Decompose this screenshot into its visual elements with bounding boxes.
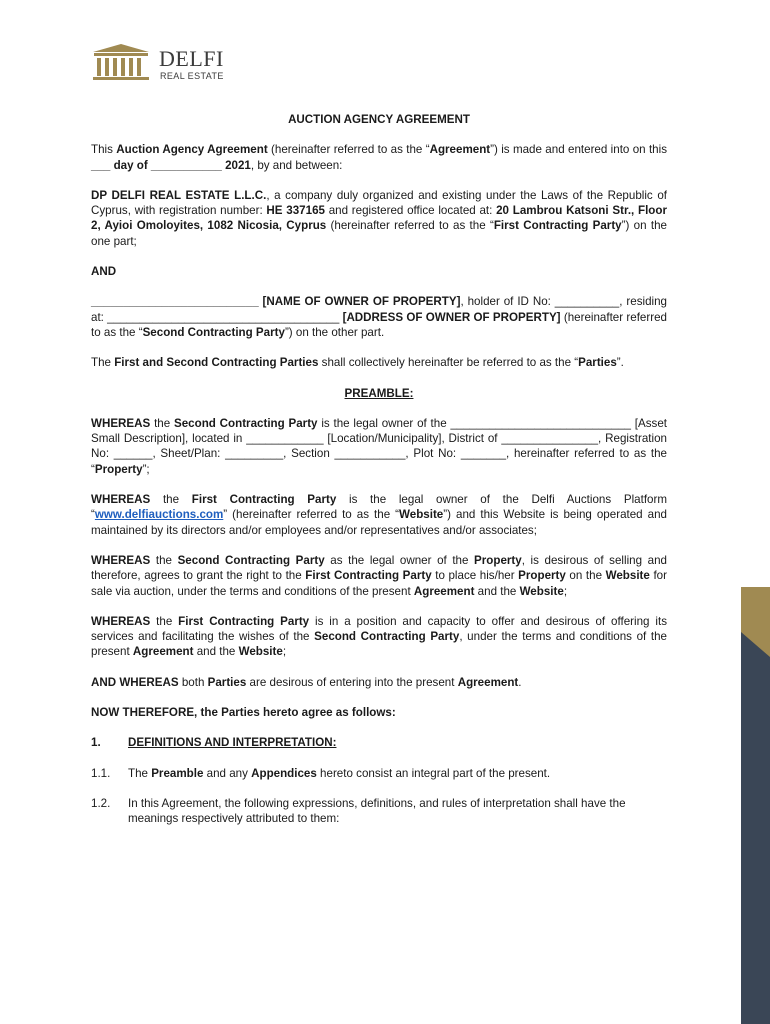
whereas-1: WHEREAS the Second Contracting Party is the legal owner of the ____________________________ [Asset Small Description], located in ____________ [Location/Municipality], District of _______________, Registration No: ______, Sheet/Plan: _________, Section ___________, Plot No: _______, hereinafter referred to as the “Property”; <box>91 416 668 476</box>
website-link[interactable]: www.delfiauctions.com <box>94 508 224 522</box>
section-title: DEFINITIONS AND INTERPRETATION: <box>128 736 337 750</box>
whereas-4: WHEREAS the First Contracting Party is in a position and capacity to offer and desirous of offering its services and facilitating the wishes of the Second Contracting Party, under the terms and conditions of the present Agreement and the Website; <box>91 614 668 659</box>
clause-text: In this Agreement, the following expressions, definitions, and rules of interpretation shall have the meanings respectively attributed to them: <box>128 796 626 826</box>
whereas-3: WHEREAS the Second Contracting Party as the legal owner of the Property, is desirous of selling and therefore, agrees to grant the right to the First Contracting Party to place his/her Property on the Website for sale via auction, under the terms and conditions of the present Agreement and the Website; <box>91 553 667 598</box>
clause-1-1 <box>91 766 667 781</box>
intro-paragraph: This Auction Agency Agreement (hereinafter referred to as the “Agreement”) is made and entered into on this ___ day of ___________ 2021, by and between: <box>91 143 668 172</box>
clause-text: The Preamble and any Appendices hereto consist an integral part of the present. <box>128 766 551 780</box>
whereas-2: WHEREAS the First Contracting Party is the legal owner of the Delfi Auctions Platform “www.delfiauctions.com” (hereinafter referred to as the “Website”) and this Website is being operated and maintained by its directors and/or employees and/or representatives and/or associates; <box>91 493 668 537</box>
clause-number: 1.1. <box>91 766 111 780</box>
document-title: AUCTION AGENCY AGREEMENT <box>288 113 470 126</box>
clause-number: 1.2. <box>91 796 111 810</box>
preamble-heading: PREAMBLE: <box>344 386 414 400</box>
second-party-paragraph: __________________________ [NAME OF OWNER OF PROPERTY], holder of ID No: __________, residing at: ____________________________________ [ADDRESS OF OWNER OF PROPERTY] (hereinafter referred to as the “Second Contracting Party”) on the other part. <box>91 295 667 339</box>
agreement-document <box>91 112 667 842</box>
now-therefore: NOW THEREFORE, the Parties hereto agree as follows: <box>91 706 396 720</box>
logo-subtitle: REAL ESTATE <box>160 71 224 81</box>
section-1-heading <box>91 735 667 750</box>
side-ribbon-decoration <box>741 587 770 1024</box>
clause-1-2 <box>91 796 667 827</box>
parties-paragraph: The First and Second Contracting Parties shall collectively hereinafter be referred to as the “Parties”. <box>91 356 624 370</box>
building-columns-icon <box>91 43 151 81</box>
whereas-5: AND WHEREAS both Parties are desirous of entering into the present Agreement. <box>91 675 522 689</box>
delfi-logo <box>91 43 231 81</box>
section-number: 1. <box>91 736 101 750</box>
first-party-paragraph: DP DELFI REAL ESTATE L.L.C., a company duly organized and existing under the Laws of the Republic of Cyprus, with registration number: HE 337165 and registered office located at: 20 Lambrou Katsoni Str., Floor 2, Ayioi Omoloyites, 1082 Nicosia, Cyprus (hereinafter referred to as the “First Contracting Party”) on the one part; <box>91 188 667 248</box>
logo-wordmark: DELFI <box>159 46 224 71</box>
and-separator: AND <box>91 265 117 279</box>
